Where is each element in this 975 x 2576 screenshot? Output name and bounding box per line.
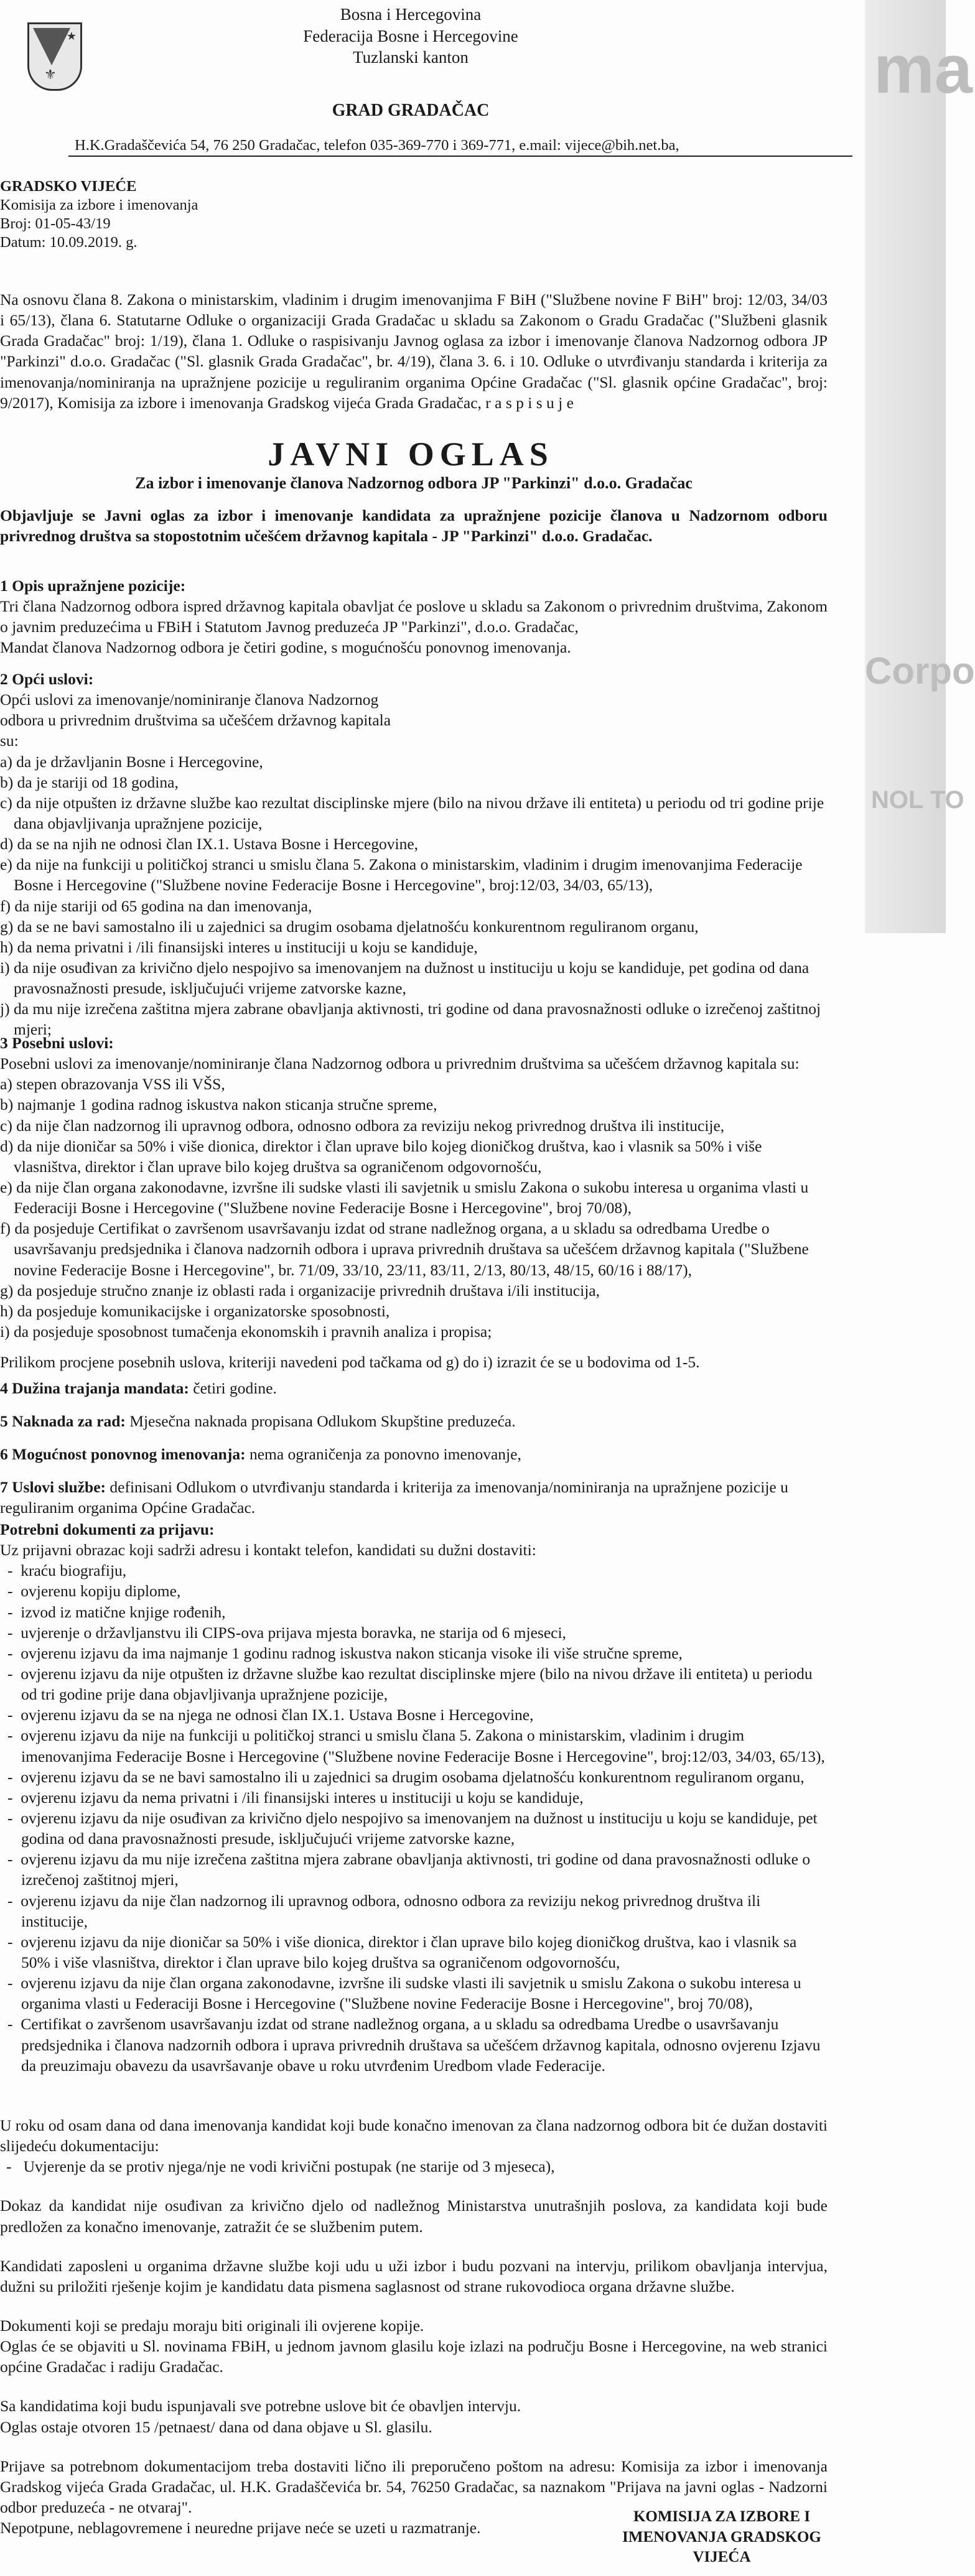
list-item: h) da posjeduje komunikacijske i organizatorske sposobnosti, [0, 1301, 390, 1320]
section-1-text: Tri člana Nadzornog odbora ispred državnog kapitala obavljat će poslove u skladu sa Zakonom o privrednim društvima, Zakonom o javnim preduzećima u FBiH i Statutom Javnog preduzeća JP "Parkinzi", d.o.o. Gradačac, [0, 597, 828, 636]
section-3-heading: 3 Posebni uslovi: [0, 1034, 114, 1052]
canton-line: Tuzlanski kanton [353, 48, 469, 67]
after-paragraph-1: U roku od osam dana od dana imenovanja kandidat koji bude konačno imenovan za člana nadzornog odbora bit će dužan dostaviti slijedeću dokumentaciju: [0, 2116, 828, 2155]
list-item: j) da mu nije izrečena zaštitna mjera zabrane obavljanja aktivnosti, tri godine od dana pravosnažnosti odluke o izrečenoj zaštitnoj mjeri; [0, 1000, 821, 1039]
list-item: - ovjerenu izjavu da nije na funkciji u političkoj stranci u smislu člana 5. Zakona o ministarskim, vladinim i drugim imenovanjima Federacije Bosne i Hercegovine ("Službene novine Federacije Bosne i Hercegovine", broj:12/03, 34/03, 65/13), [7, 1726, 825, 1765]
list-item: - uvjerenje o državljanstvu ili CIPS-ova prijava mjesta boravka, ne starija od 6 mjeseci, [7, 1623, 566, 1642]
after-paragraph-4b: Oglas će se objaviti u Sl. novinama FBiH, u jednom javnom glasilu koje izlazi na području Bosne i Hercegovine, na web stranici općine Gradačac i radiju Gradačac. [0, 2337, 828, 2376]
general-conditions-list [0, 751, 828, 1040]
list-item: c) da nije otpušten iz državne službe kao rezultat disciplinske mjere (bilo na nivou države ili entiteta) u periodu od tri godine prije dana objavljivanja upražnjene pozicije, [0, 793, 824, 832]
list-item: - ovjerenu izjavu da nije dioničar sa 50% i više dionica, direktor i član uprave bilo kojeg dioničkog društva, kao i vlasnik sa 50% i više vlasništva, direktor i član uprave bilo kojeg društva sa ograničenom odgovornošću, [7, 1932, 797, 1971]
section-2 [0, 669, 828, 1040]
list-item: b) da je stariji od 18 godina, [0, 773, 179, 791]
list-item: f) da posjeduje Certifikat o završenom usavršavanju izdat od strane nadležnog organa, a u skladu sa odredbama Uredbe o usavršavanju predsjednika i članova nadzornih odbora i uprava privrednih društava sa učešćem državnog kapitala ("Službene novine Federacije Bosne i Hercegovine", br. 71/09, 33/10, 23/11, 83/11, 2/13, 80/13, 48/15, 60/16 i 88/17), [0, 1219, 809, 1279]
after-section [0, 2115, 828, 2538]
list-item: - ovjerenu izjavu da nije član organa zakonodavne, izvršne ili sudske vlasti ili savjetnik u smislu Zakona o sukobu interesa u organima vlasti u Federaciji Bosne i Hercegovine ("Službene novine Federacije Bosne i Hercegovine", broj 70/08), [7, 1974, 801, 2013]
list-item: i) da posjeduje sposobnost tumačenja ekonomskih i pravnih analiza i propisa; [0, 1322, 492, 1341]
section-5-heading: 5 Naknada za rad: [0, 1412, 126, 1430]
header-divider [68, 156, 852, 157]
section-1 [0, 575, 828, 658]
list-item: - ovjerenu izjavu da ima najmanje 1 godinu radnog iskustva nakon sticanja visoke ili više stručne spreme, [7, 1644, 683, 1662]
org-name: GRADSKO VIJEĆE [0, 178, 137, 195]
letterhead [187, 4, 635, 68]
after-paragraph-4a: Dokumenti koji se predaju moraju biti originali ili ovjerene kopije. [0, 2316, 424, 2335]
list-item: i) da nije osuđivan za krivično djelo nespojivo sa imenovanjem na dužnost u instituciju u koju se kandiduje, pet godina od dana pravosnažnosti presude, isključujući vrijeme zatvorske kazne, [0, 958, 809, 998]
special-conditions-list [0, 1074, 828, 1342]
list-item: d) da nije dioničar sa 50% i više dionica, direktor i član uprave bilo kojeg dioničkog društva, kao i vlasnik sa 50% i više vlasništva, direktor i član uprave bilo kojeg društva sa ograničenom odgovornošću, [0, 1137, 762, 1176]
bleed-text-3: NOL TO [871, 786, 964, 814]
list-item: - ovjerenu izjavu da se na njega ne odnosi član IX.1. Ustava Bosne i Hercegovine, [7, 1706, 534, 1724]
section-5-text: Mjesečna naknada propisana Odlukom Skupštine preduzeća. [125, 1412, 516, 1430]
list-item: - Certifikat o završenom usavršavanju izdat od strane nadležnog organa, a u skladu sa odredbama Uredbe o usavršavanju predsjednika i članova nadzornih odbora i uprava privrednih društava sa učešćem državnog kapitala, odnosno ovjerenu Izjavu da preuzimaju obavezu da usavršavanje obave u roku utvrđenim Uredbom vlade Federacije. [7, 2015, 821, 2075]
list-item: - ovjerenu izjavu da mu nije izrečena zaštitna mjera zabrane obavljanja aktivnosti, tri godine od dana pravosnažnosti odluke o izrečenoj zaštitnoj mjeri, [7, 1850, 811, 1889]
list-item: a) da je državljanin Bosne i Hercegovine, [0, 752, 263, 771]
section-6-heading: 6 Mogućnost ponovnog imenovanja: [0, 1445, 246, 1463]
section-7-heading: 7 Uslovi službe: [0, 1478, 106, 1496]
list-item: h) da nema privatni i /ili finansijski interes u instituciji u koju se kandiduje, [0, 937, 478, 956]
country-line: Bosna i Hercegovina [340, 5, 482, 24]
section-3 [0, 1033, 828, 1372]
section-4 [0, 1378, 828, 1398]
document-meta [0, 177, 498, 252]
section-4-text: četiri godine. [189, 1379, 277, 1397]
section-2-heading: 2 Opći uslovi: [0, 670, 94, 688]
list-item: g) da se ne bavi samostalno ili u zajednici sa drugim osobama djelatnošću konkurentnom reguliranom organu, [0, 917, 699, 936]
committee-name: Komisija za izbore i imenovanja [0, 196, 198, 213]
documents-heading: Potrebni dokumenti za prijavu: [0, 1520, 215, 1538]
list-item: d) da se na njih ne odnosi član IX.1. Ustava Bosne i Hercegovine, [0, 835, 419, 853]
section-5 [0, 1411, 828, 1431]
list-item: e) da nije na funkciji u političkoj stranci u smislu člana 5. Zakona o ministarskim, vladinim i drugim imenovanjima Federacije Bosne i Hercegovine ("Službene novine Federacije Bosne i Hercegovine", broj:12/03, 34/03, 65/13), [0, 855, 803, 895]
documents-intro: Uz prijavni obrazac koji sadrži adresu i kontakt telefon, kandidati su dužni dostaviti: [0, 1541, 536, 1560]
after-paragraph-7: Nepotpune, neblagovremene i neuredne prijave neće se uzeti u razmatranje. [0, 2519, 481, 2537]
section-4-heading: 4 Dužina trajanja mandata: [0, 1379, 189, 1397]
section-7-text: definisani Odlukom o utvrđivanju standarda i kriterija za imenovanja/nominiranja na upražnjene pozicije u reguliranim organima Općine Gradačac. [0, 1478, 788, 1517]
after-paragraph-5b: Oglas ostaje otvoren 15 /petnaest/ dana od dana objave u Sl. glasilu. [0, 2417, 432, 2436]
scoring-note: Prilikom procjene posebnih uslova, kriteriji navedeni pod tačkama od g) do i) izrazit će se u bodovima od 1-5. [0, 1353, 700, 1372]
contact-address: H.K.Gradaščevića 54, 76 250 Gradačac, telefon 035-369-770 i 369-771, e.mail: vijece@bih.net.ba, [75, 137, 679, 154]
signature-line-1: KOMISIJA ZA IZBORE I [633, 2508, 811, 2525]
section-2-text: Opći uslovi za imenovanje/nominiranje članova Nadzornog odbora u privrednim društvima sa učešćem državnog kapitala su: [0, 690, 391, 750]
adjacent-page-bleed [865, 0, 975, 933]
document-date: Datum: 10.09.2019. g. [0, 233, 138, 251]
list-item: c) da nije član nadzornog ili upravnog odbora, odnosno odbora za reviziju nekog privrednog društva ili institucije, [0, 1116, 725, 1135]
signature-block [597, 2507, 846, 2568]
list-item: b) najmanje 1 godina radnog iskustva nakon sticanja stručne spreme, [0, 1095, 437, 1114]
list-item: - ovjerenu izjavu da se ne bavi samostalno ili u zajednici sa drugim osobama djelatnošću konkurentnom reguliranom organu, [7, 1767, 805, 1786]
list-item: - kraću biografiju, [7, 1561, 127, 1580]
section-1-heading: 1 Opis upražnjene pozicije: [0, 577, 186, 595]
list-item: g) da posjeduje stručno znanje iz oblasti rada i organizacije privrednih društava i/ili institucija, [0, 1281, 600, 1300]
document-number: Broj: 01-05-43/19 [0, 215, 111, 232]
section-6-text: nema ograničenja za ponovno imenovanje, [245, 1445, 521, 1463]
bleed-text-1: ma [874, 31, 973, 108]
documents-list [0, 1560, 828, 2076]
lead-paragraph: Objavljuje se Javni oglas za izbor i imenovanje kandidata za upražnjene pozicije članova u Nadzornom odboru privrednog društva sa stopostotnim učešćem državnog kapitala - JP "Parkinzi" d.o.o. Gradačac. [0, 506, 828, 546]
page-subtitle: Za izbor i imenovanje članova Nadzornog odbora JP "Parkinzi" d.o.o. Gradačac [135, 474, 693, 492]
section-1-mandate: Mandat članova Nadzornog odbora je četiri godine, s mogućnošću ponovnog imenovanja. [0, 638, 571, 657]
signature-line-2: IMENOVANJA GRADSKOG VIJEĆA [622, 2528, 821, 2565]
federation-line: Federacija Bosne i Hercegovine [303, 26, 518, 45]
after-paragraph-5a: Sa kandidatima koji budu ispunjavali sve potrebne uslove bit će obavljen intervju. [0, 2397, 521, 2416]
list-item: - ovjerenu izjavu da nije član nadzornog ili upravnog odbora, odnosno odbora za reviziju nekog privrednog društva ili institucije, [7, 1891, 761, 1930]
bleed-text-2: Corpo [865, 650, 975, 692]
intro-paragraph: Na osnovu člana 8. Zakona o ministarskim, vladinim i drugim imenovanjima F BiH ("Službene novine F BiH" broj: 12/03, 34/03 i 65/13), člana 6. Statutarne Odluke o organizaciji Grada Gradačac u skladu sa Zakonom o Gradu Gradačac ("Službeni glasnik Grada Gradačac" broj: 1/19), člana 1. Odluke o raspisivanju Javnog oglasa za izbor i imenovanje članova Nadzornog odbora JP "Parkinzi" d.o.o. Gradačac ("Sl. glasnik Grada Gradačac", br. 4/19), člana 3. 6. i 10. Odluke o utvrđivanju standarda i kriterija za imenovanja/nominiranja na upražnjene pozicije u reguliranim organima Općine Gradačac ("Sl. glasnik općine Gradačac", broj: 9/2017), Komisija za izbore i imenovanja Gradskog vijeća Grada Gradačac, r a s p i s u j e [0, 291, 828, 412]
documents-section [0, 1519, 828, 2076]
section-3-text: Posebni uslovi za imenovanje/nominiranje člana Nadzornog odbora u privrednim društvima sa učešćem državnog kapitala su: [0, 1054, 800, 1073]
list-item: - ovjerenu izjavu da nije osuđivan za krivično djelo nespojivo sa imenovanjem na dužnost u instituciju u koju se kandiduje, pet godina od dana pravosnažnosti presude, isključujući vrijeme zatvorske kazne, [7, 1808, 818, 1848]
after-paragraph-2: Dokaz da kandidat nije osuđivan za krivično djelo od nadležnog Ministarstva unutrašnjih poslova, za kandidata koji bude predložen za konačno imenovanje, zatražit će se službenim putem. [0, 2197, 828, 2236]
page-title: JAVNI OGLAS [268, 435, 554, 473]
section-6 [0, 1444, 828, 1464]
after-paragraph-1-item: - Uvjerenje da se protiv njega/nje ne vodi krivični postupak (ne starije od 3 mjeseca), [6, 2157, 555, 2176]
list-item: a) stepen obrazovanja VSS ili VŠS, [0, 1075, 225, 1094]
after-paragraph-3: Kandidati zaposleni u organima državne službe koji udu u uži izbor i budu pozvani na intervju, prilikom obavljanja intervjua, dužni su priložiti rješenje kojim je kandidatu data pismena saglasnost od strane rukovodioca organa državne službe. [0, 2256, 828, 2295]
list-item: e) da nije član organa zakonodavne, izvršne ili sudske vlasti ili savjetnik u smislu Zakona o sukobu interesa u organima vlasti u Federaciji Bosne i Hercegovine ("Službene novine Federacije Bosne i Hercegovine", broj 70/08), [0, 1178, 809, 1217]
list-item: f) da nije stariji od 65 godina na dan imenovanja, [0, 896, 312, 915]
coat-of-arms-icon: ★ ⚜ [27, 22, 82, 91]
list-item: - izvod iz matične knjige rođenih, [7, 1602, 226, 1621]
list-item: - ovjerenu izjavu da nije otpušten iz državne službe kao rezultat disciplinske mjere (bilo na nivou države ili entiteta) u periodu od tri godine prije dana objavljivanja upražnjene pozicije, [7, 1664, 813, 1704]
after-paragraph-6: Prijave sa potrebnom dokumentacijom treba dostaviti lično ili preporučeno poštom na adresu: Komisija za izbor i imenovanja Gradskog vijeća Grada Gradačac, ul. H.K. Gradaščevića br. 54, 76250 Gradačac, sa naznakom "Prijava na javni oglas - Nadzorni odbor preduzeća - ne otvaraj". [0, 2457, 828, 2516]
list-item: - ovjerenu izjavu da nema privatni i /ili finansijski interes u instituciji u koju se kandiduje, [7, 1788, 584, 1806]
list-item: - ovjerenu kopiju diplome, [7, 1582, 181, 1601]
section-7 [0, 1477, 828, 1518]
city-name: GRAD GRADAČAC [332, 101, 490, 120]
